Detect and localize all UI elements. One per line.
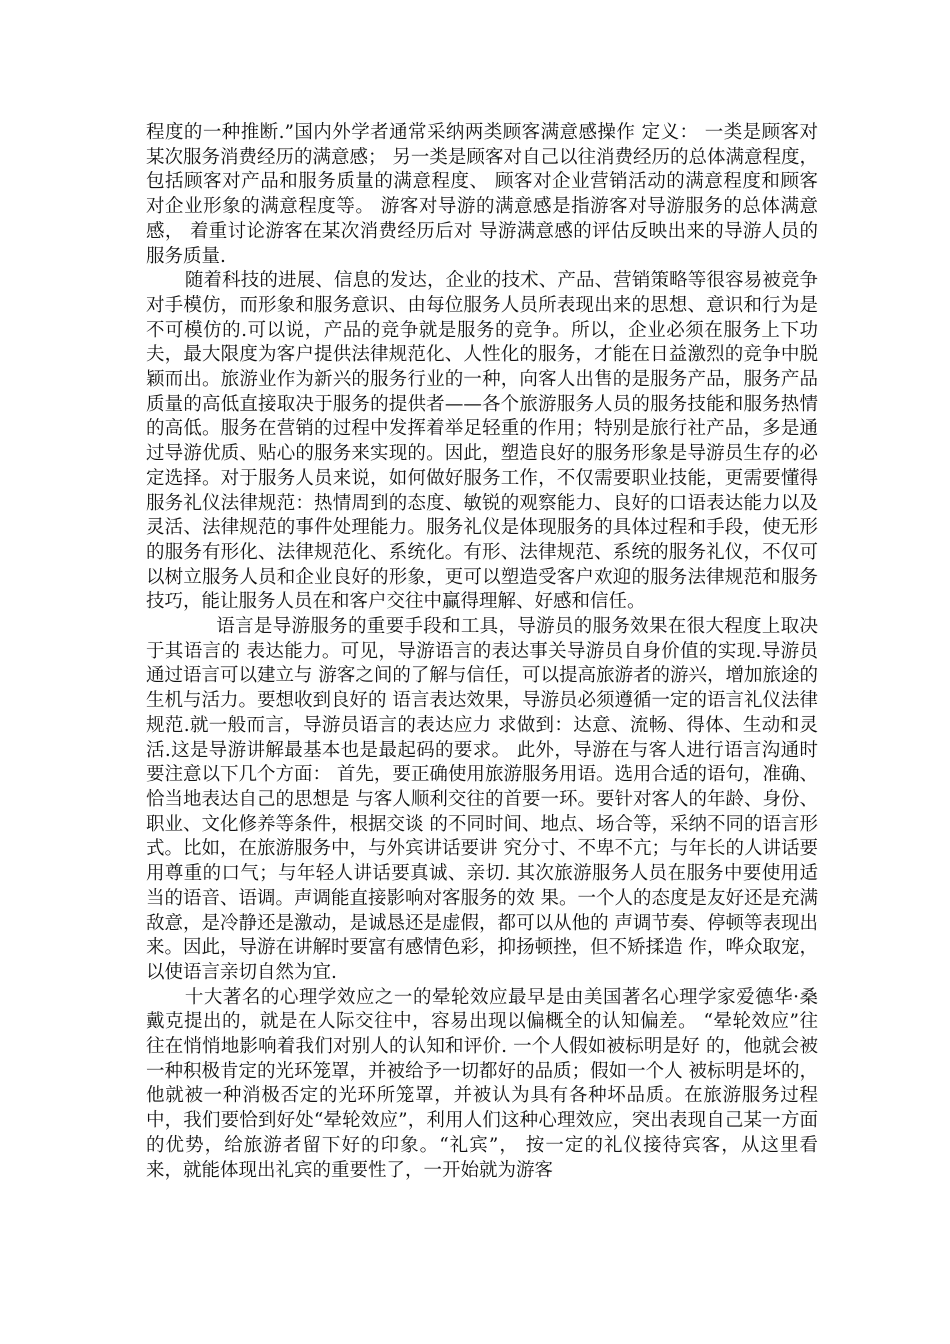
paragraph-service-competition: 随着科技的进展、信息的发达，企业的技术、产品、营销策略等很容易被竞争对手模仿，而形象和服务意识、由每位服务人员所表现出来的思想、意识和行为是不可模仿的.可以说，产品的竞争就是服务的竞争。所以，企业必须在服务上下功夫，最大限度为客户提供法律规范化、人性化的服务，才能在日益激烈的竞争中脱颖而出。旅游业作为新兴的服务行业的一种，向客人出售的是服务产品，服务产品质量的高低直接取决于服务的提供者——各个旅游服务人员的服务技能和服务热情的高低。服务在营销的过程中发挥着举足轻重的作用；特别是旅行社产品，多是通过导游优质、贴心的服务来实现的。因此，塑造良好的服务形象是导游员生存的必定选择。对于服务人员来说，如何做好服务工作，不仅需要职业技能，更需要懂得服务礼仪法律规范：热情周到的态度、敏锐的观察能力、良好的口语表达能力以及灵活、法律规范的事件处理能力。服务礼仪是体现服务的具体过程和手段，使无形的服务有形化、法律规范化、系统化。有形、法律规范、系统的服务礼仪，不仅可以树立服务人员和企业良好的形象，更可以塑造受客户欢迎的服务法律规范和服务技巧，能让服务人员在和客户交往中赢得理解、好感和信任。 (146, 270, 818, 613)
document-body (146, 121, 818, 1183)
paragraph-guide-language: 语言是导游服务的重要手段和工具，导游员的服务效果在很大程度上取决于其语言的 表达能力。可见，导游语言的表达事关导游员自身价值的实现.导游员通过语言可以建立与 游客之间的了解与信任，可以提高旅游者的游兴，增加旅途的生机与活力。要想收到良好的 语言表达效果，导游员必须遵循一定的语言礼仪法律规范.就一般而言，导游员语言的表达应力 求做到：达意、流畅、得体、生动和灵活.这是导游讲解最基本也是最起码的要求。 此外，导游在与客人进行语言沟通时要注意以下几个方面： 首先，要正确使用旅游服务用语。选用合适的语句，准确、恰当地表达自己的思想是 与客人顺利交往的首要一环。要针对客人的年龄、身份、职业、文化修养等条件，根据交谈 的不同时间、地点、场合等，采纳不同的语言形式。比如，在旅游服务中，与外宾讲话要讲 究分寸、不卑不亢；与年长的人讲话要用尊重的口气；与年轻人讲话要真诚、亲切. 其次旅游服务人员在服务中要使用适当的语音、语调。声调能直接影响对客服务的效 果。一个人的态度是友好还是充满敌意，是冷静还是激动，是诚恳还是虚假，都可以从他的 声调节奏、停顿等表现出来。因此，导游在讲解时要富有感情色彩，抑扬顿挫，但不矫揉造 作，哗众取宠，以使语言亲切自然为宜. (146, 616, 818, 983)
paragraph-halo-effect: 十大著名的心理学效应之一的晕轮效应最早是由美国著名心理学家爱德华·桑戴克提出的，就是在人际交往中，容易出现以偏概全的认知偏差。 “晕轮效应”往往在悄悄地影响着我们对别人的认知和评价. 一个人假如被标明是好 的，他就会被一种积极肯定的光环笼罩，并被给予一切都好的品质；假如一个人 被标明是坏的，他就被一种消极否定的光环所笼罩，并被认为具有各种坏品质。在旅游服务过程中，我们要恰到好处“晕轮效应”，利用人们这种心理效应，突出表现自己某一方面的优势，给旅游者留下好的印象。“礼宾”， 按一定的礼仪接待宾客，从这里看来，就能体现出礼宾的重要性了，一开始就为游客 (146, 986, 818, 1181)
paragraph-satisfaction-definition: 程度的一种推断.”国内外学者通常采纳两类顾客满意感操作 定义： 一类是顾客对某次服务消费经历的满意感； 另一类是顾客对自己以往消费经历的总体满意程度， 包括顾客对产品和服务质量的满意程度、 顾客对企业营销活动的满意程度和顾客 对企业形象的满意程度等。 游客对导游的满意感是指游客对导游服务的总体满意感， 着重讨论游客在某次消费经历后对 导游满意感的评估反映出来的导游人员的服务质量. (146, 122, 818, 267)
